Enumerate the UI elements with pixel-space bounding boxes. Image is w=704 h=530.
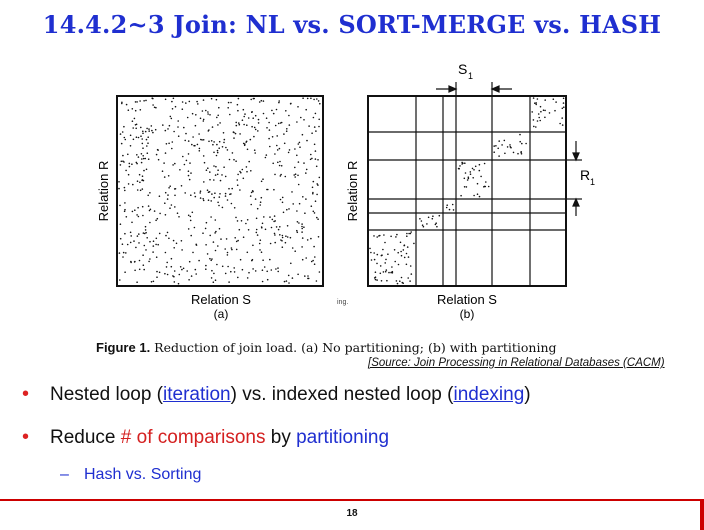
- stray-text: ing.: [337, 299, 349, 306]
- r1-label: R: [580, 167, 591, 183]
- s1-subscript: 1: [468, 71, 474, 81]
- panel-b-horizontal-partitions: [368, 132, 566, 230]
- panel-a-frame: [117, 96, 323, 286]
- page-number: 18: [346, 508, 358, 519]
- bullet-marker: •: [22, 426, 30, 448]
- comparisons-highlight: # of comparisons: [120, 427, 266, 448]
- panel-no-partitioning: [96, 96, 323, 321]
- partitioning-highlight: partitioning: [296, 427, 390, 448]
- panel-a-y-label: Relation R: [96, 160, 111, 222]
- bullet-reduce-comparisons: • Reduce # of comparisons by partitioning: [22, 426, 390, 448]
- panel-b-diagonal-dots: [369, 97, 564, 284]
- sub-bullet-marker: –: [60, 466, 69, 483]
- panel-a-sub-label: (a): [213, 307, 229, 321]
- bullet-marker: •: [22, 383, 30, 405]
- panel-with-partitioning: [337, 61, 595, 321]
- figure-caption: [96, 340, 557, 355]
- panel-b-vertical-partitions: [416, 96, 530, 286]
- s1-label: S: [458, 61, 468, 77]
- r1-subscript: 1: [590, 177, 596, 187]
- sub-bullet-hash-vs-sorting: – Hash vs. Sorting: [60, 466, 202, 483]
- panel-b-sub-label: (b): [459, 307, 475, 321]
- indexing-link[interactable]: indexing: [453, 384, 525, 405]
- s1-arrows: [436, 82, 512, 96]
- panel-a-x-label: Relation S: [191, 292, 251, 307]
- panel-b-y-label: Relation R: [345, 160, 360, 222]
- panel-a-dots: [118, 97, 320, 284]
- slide-title: 14.4.2~3 Join: NL vs. SORT-MERGE vs. HASH: [42, 10, 662, 39]
- figure-source: [Source: Join Processing in Relational Databases (CACM): [368, 357, 665, 369]
- footer-divider: [0, 499, 704, 501]
- iteration-link[interactable]: iteration: [163, 384, 231, 405]
- panel-b-x-label: Relation S: [437, 292, 497, 307]
- caption-label: Figure 1.: [96, 340, 151, 355]
- panel-b-frame: [368, 96, 566, 286]
- caption-text: Reduction of join load. (a) No partitioning; (b) with partitioning: [150, 340, 557, 355]
- bullet-nested-loop: • Nested loop (iteration) vs. indexed nested loop (indexing): [22, 383, 531, 405]
